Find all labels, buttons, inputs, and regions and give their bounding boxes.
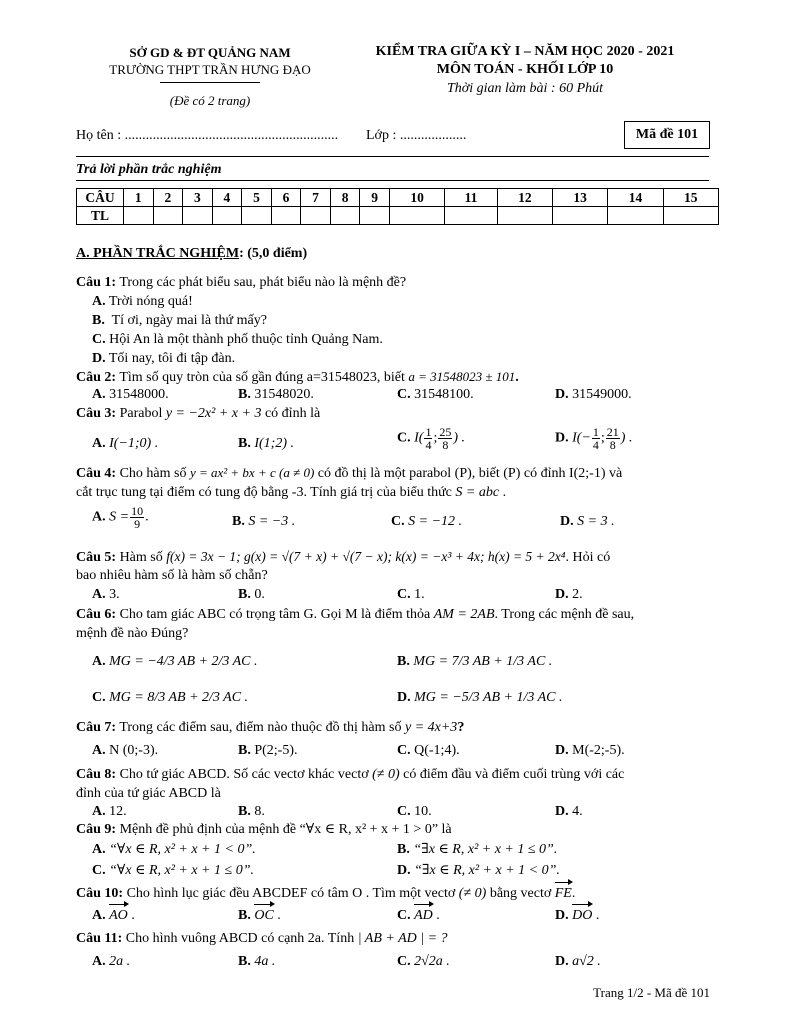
- header-underline: [160, 82, 260, 83]
- question-10: Câu 10: Cho hình lục giác đều ABCDEF có tâm O . Tìm một vectơ (≠ 0) bằng vectơ FE.: [76, 886, 576, 901]
- answer-cell[interactable]: [330, 207, 360, 225]
- answer-num: 11: [445, 189, 497, 207]
- dept-name: SỞ GD & ĐT QUẢNG NAM: [129, 45, 291, 60]
- section-a-heading: [76, 246, 307, 262]
- question-5: Câu 5: Hàm số f(x) = 3x − 1; g(x) = √(7 + x) + √(7 − x); k(x) = −x³ + 4x; h(x) = 5 + 2x⁴. Hỏi có: [76, 549, 611, 565]
- q9-option-b[interactable]: B. “∃x ∈ R, x² + x + 1 ≤ 0”.: [397, 842, 558, 857]
- exam-code-box: Mã đề 101: [624, 121, 710, 149]
- answer-num: 8: [330, 189, 360, 207]
- q7-option-d[interactable]: D. M(-2;-5).: [555, 743, 625, 758]
- q6-option-c[interactable]: C. MG = 8/3 AB + 2/3 AC .: [92, 690, 249, 705]
- q10-option-b[interactable]: B. OC .: [238, 908, 281, 923]
- question-9: Câu 9: Mệnh đề phủ định của mệnh đề “∀x ∈ R, x² + x + 1 > 0” là: [76, 822, 452, 837]
- q2-option-c[interactable]: C. 31548100.: [397, 387, 474, 402]
- question-4: Câu 4: Cho hàm số y = ax² + bx + c (a ≠ 0) có đồ thị là một parabol (P), biết (P) có đỉnh I(2;-1) và: [76, 465, 623, 481]
- question-8: Câu 8: Cho tứ giác ABCD. Số các vectơ khác vectơ (≠ 0) có điểm đầu và điểm cuối trùng với các: [76, 767, 625, 782]
- answer-table-row-blank: [77, 207, 719, 225]
- answer-section-title: Trả lời phần trắc nghiệm: [76, 162, 222, 177]
- q5-option-a[interactable]: A. 3.: [92, 587, 120, 602]
- answer-num: 5: [242, 189, 272, 207]
- q3-formula: y = −2x² + x + 3: [165, 406, 262, 421]
- q5-functions: f(x) = 3x − 1; g(x) = √(7 + x) + √(7 − x); k(x) = −x³ + 4x; h(x) = 5 + 2x⁴: [166, 549, 566, 564]
- answer-table-header: CÂU: [77, 189, 124, 207]
- q4-option-b[interactable]: B. S = −3 .: [232, 514, 296, 529]
- q2-option-a[interactable]: A. 31548000.: [92, 387, 169, 402]
- q7-option-a[interactable]: A. N (0;-3).: [92, 743, 159, 758]
- q7-formula: y = 4x+3: [404, 720, 458, 735]
- q3-option-c[interactable]: C. I( $\frac{1}{4}$ ; $\frac{25}{8}$ ) .: [397, 425, 466, 452]
- section-a-score: : (5,0 điểm): [239, 246, 308, 261]
- answer-num: 4: [212, 189, 242, 207]
- q10-vector: FE: [554, 886, 572, 901]
- question-label: Câu 1:: [76, 275, 117, 290]
- header-rule: [76, 156, 709, 157]
- question-2: Câu 2: Tìm số quy tròn của số gần đúng a=31548023, biết a = 31548023 ± 101.: [76, 369, 519, 385]
- page-footer: Trang 1/2 - Mã đề 101: [593, 985, 710, 1000]
- answer-num: 15: [663, 189, 718, 207]
- answer-cell[interactable]: [153, 207, 183, 225]
- answer-cell[interactable]: [553, 207, 608, 225]
- q11-option-a[interactable]: A. 2a .: [92, 954, 131, 969]
- answer-cell[interactable]: [445, 207, 497, 225]
- answer-cell[interactable]: [608, 207, 663, 225]
- question-7: Câu 7: Trong các điểm sau, điểm nào thuộc đồ thị hàm số y = 4x+3?: [76, 720, 465, 735]
- exam-title: KIỂM TRA GIỮA KỲ I – NĂM HỌC 2020 - 2021: [375, 44, 675, 59]
- q4-formula: y = ax² + bx + c (a ≠ 0): [189, 465, 315, 480]
- answer-rule: [76, 180, 709, 181]
- q11-option-c[interactable]: C. 2√2a .: [397, 954, 450, 969]
- answer-num: 13: [553, 189, 608, 207]
- question-1: [76, 273, 720, 292]
- name-field: Họ tên : .............................................................: [76, 128, 339, 143]
- answer-cell[interactable]: [242, 207, 272, 225]
- question-8-line2: đỉnh của tứ giác ABCD là: [76, 786, 221, 801]
- q8-option-b[interactable]: B. 8.: [238, 804, 265, 819]
- answer-num: 14: [608, 189, 663, 207]
- q1-option-c[interactable]: C. Hội An là một thành phố thuộc tỉnh Quảng Nam.: [92, 332, 383, 347]
- q11-formula: | AB + AD | = ?: [357, 931, 448, 946]
- q2-option-b[interactable]: B. 31548020.: [238, 387, 314, 402]
- q11-option-d[interactable]: D. a√2 .: [555, 954, 601, 969]
- subject: MÔN TOÁN - KHỐI LỚP 10: [436, 62, 614, 77]
- q5-option-d[interactable]: D. 2.: [555, 587, 583, 602]
- q7-option-c[interactable]: C. Q(-1;4).: [397, 743, 460, 758]
- answer-table-row-label: TL: [77, 207, 124, 225]
- q3-option-d[interactable]: D. I(− $\frac{1}{4}$ ; $\frac{21}{8}$ ) .: [555, 425, 633, 452]
- q2-option-d[interactable]: D. 31549000.: [555, 387, 632, 402]
- question-text: Tìm số quy tròn của số gần đúng a=31548023, biết: [119, 370, 405, 385]
- question-4-line2: cắt trục tung tại điểm có tung độ bằng -3. Tính giá trị của biểu thức S = abc .: [76, 485, 507, 500]
- question-5-line2: bao nhiêu hàm số là hàm số chẵn?: [76, 568, 268, 583]
- q5-option-b[interactable]: B. 0.: [238, 587, 265, 602]
- answer-cell[interactable]: [360, 207, 390, 225]
- q10-option-d[interactable]: D. DO .: [555, 908, 600, 923]
- answer-table-row-numbers: [77, 189, 719, 207]
- answer-num: 10: [389, 189, 444, 207]
- answer-cell[interactable]: [212, 207, 242, 225]
- q1-option-d[interactable]: D. Tối nay, tôi đi tập đàn.: [92, 351, 236, 366]
- q9-option-d[interactable]: D. “∃x ∈ R, x² + x + 1 < 0”.: [397, 863, 560, 878]
- q6-formula: AM = 2AB: [433, 607, 495, 622]
- answer-num: 9: [360, 189, 390, 207]
- q8-option-c[interactable]: C. 10.: [397, 804, 432, 819]
- q10-option-c[interactable]: C. AD .: [397, 908, 440, 923]
- q6-option-d[interactable]: D. MG = −5/3 AB + 1/3 AC .: [397, 690, 563, 705]
- answer-cell[interactable]: [663, 207, 718, 225]
- q11-option-b[interactable]: B. 4a .: [238, 954, 276, 969]
- answer-num: 6: [271, 189, 301, 207]
- q6-option-b[interactable]: B. MG = 7/3 AB + 1/3 AC .: [397, 654, 553, 669]
- question-text: Trong các phát biểu sau, phát biểu nào là mệnh đề?: [119, 275, 407, 290]
- duration: Thời gian làm bài : 60 Phút: [446, 81, 604, 96]
- q8-option-a[interactable]: A. 12.: [92, 804, 127, 819]
- answer-num: 2: [153, 189, 183, 207]
- question-6-line2: mệnh đề nào Đúng?: [76, 626, 189, 641]
- question-11: Câu 11: Cho hình vuông ABCD có cạnh 2a. Tính | AB + AD | = ?: [76, 931, 448, 946]
- question-6: Câu 6: Cho tam giác ABC có trọng tâm G. Gọi M là điểm thỏa AM = 2AB. Trong các mệnh đề sau,: [76, 607, 635, 622]
- q4-option-a[interactable]: A. S = $\frac{10}{9}$ .: [92, 504, 149, 531]
- q4-option-d[interactable]: D. S = 3 .: [560, 514, 615, 529]
- section-a-title: A. PHẦN TRẮC NGHIỆM: [76, 246, 240, 261]
- answer-num: 1: [124, 189, 154, 207]
- answer-num: 12: [497, 189, 552, 207]
- answer-table: [76, 188, 719, 225]
- q3-option-b[interactable]: B. I(1;2) .: [238, 436, 294, 451]
- answer-num: 7: [301, 189, 331, 207]
- answer-cell[interactable]: [497, 207, 552, 225]
- answer-cell[interactable]: [389, 207, 444, 225]
- answer-cell[interactable]: [124, 207, 154, 225]
- class-field: Lớp : ...................: [366, 128, 467, 143]
- school-name: TRƯỜNG THPT TRẦN HƯNG ĐẠO: [109, 62, 311, 77]
- q7-option-b[interactable]: B. P(2;-5).: [238, 743, 298, 758]
- answer-num: 3: [183, 189, 213, 207]
- q6-option-a[interactable]: A. MG = −4/3 AB + 2/3 AC .: [92, 654, 258, 669]
- pages-note: (Đề có 2 trang): [169, 93, 251, 108]
- q8-option-d[interactable]: D. 4.: [555, 804, 583, 819]
- question-3: Câu 3: Parabol y = −2x² + x + 3 có đỉnh là: [76, 406, 321, 421]
- q1-option-a[interactable]: A. Trời nóng quá!: [92, 294, 193, 309]
- answer-cell[interactable]: [301, 207, 331, 225]
- answer-cell[interactable]: [271, 207, 301, 225]
- q9-option-c[interactable]: C. “∀x ∈ R, x² + x + 1 ≤ 0”.: [92, 863, 254, 878]
- q2-formula: a = 31548023 ± 101: [408, 369, 516, 384]
- q9-option-a[interactable]: A. “∀x ∈ R, x² + x + 1 < 0”.: [92, 842, 256, 857]
- answer-cell[interactable]: [183, 207, 213, 225]
- q3-option-a[interactable]: A. I(−1;0) .: [92, 436, 159, 451]
- q1-option-b[interactable]: B. Tí ơi, ngày mai là thứ mấy?: [92, 313, 267, 328]
- q10-option-a[interactable]: A. AO .: [92, 908, 135, 923]
- q4-option-c[interactable]: C. S = −12 .: [391, 514, 463, 529]
- q5-option-c[interactable]: C. 1.: [397, 587, 425, 602]
